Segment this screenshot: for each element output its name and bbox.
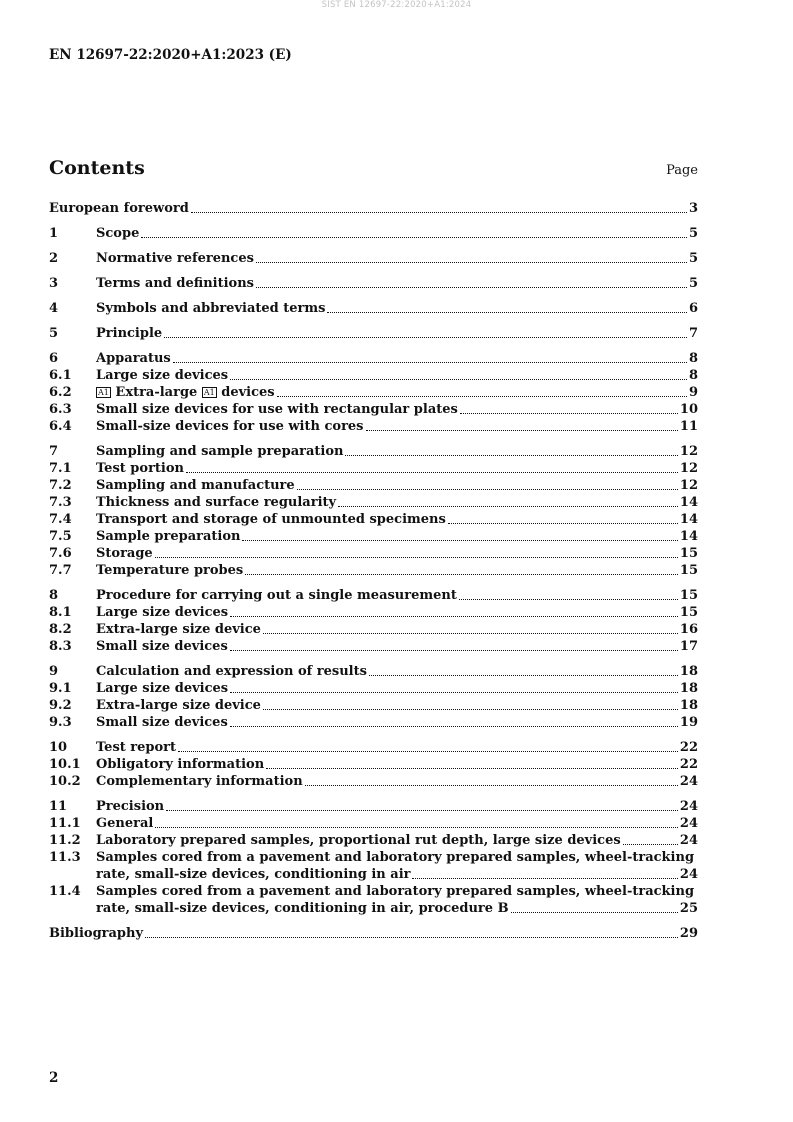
toc-entry[interactable] [49,545,698,562]
toc-entry-page: 24 [679,816,698,831]
toc-entry[interactable] [49,680,698,697]
toc-entry-title: Bibliography [49,926,144,941]
toc-entry-page: 8 [688,351,698,366]
page-column-label: Page [666,163,698,178]
toc-entry-title [96,384,275,401]
toc-entry[interactable] [49,883,698,917]
toc-entry-page: 15 [679,546,698,561]
leader-dots [230,649,678,651]
toc-entry-title: General [96,816,154,831]
toc-entry-title: Temperature probes [96,563,244,578]
toc-entry-title: Sampling and sample preparation [96,444,344,459]
toc-entry-page: 24 [679,799,698,814]
toc-entry[interactable] [49,200,698,217]
leader-dots [145,936,678,938]
toc-entry-number: 6.1 [49,368,72,383]
leader-dots [412,877,677,879]
toc-entry-title-continued: rate, small-size devices, conditioning in air, procedure B [96,901,509,916]
toc-entry-title: Apparatus [96,351,171,366]
toc-entry[interactable] [49,739,698,756]
leader-dots [173,361,687,363]
toc-entry-title: Small size devices [96,639,228,654]
toc-entry[interactable] [49,849,698,883]
toc-entry-title-text: Extra-large [115,385,198,400]
toc-entry-title: Samples cored from a pavement and laboratory prepared samples, wheel-tracking [96,884,695,899]
toc-entry-title: Small-size devices for use with cores [96,419,364,434]
toc-entry-page: 14 [679,529,698,544]
toc-entry-title: Sample preparation [96,529,241,544]
toc-entry[interactable] [49,275,698,292]
page-number: 2 [49,1070,59,1086]
toc-entry[interactable] [49,225,698,242]
toc-entry[interactable] [49,587,698,604]
contents-title: Contents [49,157,145,179]
leader-dots [448,522,678,524]
toc-entry[interactable] [49,443,698,460]
toc-entry-page: 24 [679,774,698,789]
watermark: SIST EN 12697-22:2020+A1:2024 [321,0,472,10]
toc-entry-number: 8 [49,588,59,603]
toc-entry-number: 11.3 [49,850,81,865]
toc-entry[interactable] [49,511,698,528]
leader-dots [256,261,687,263]
toc-entry-title: Samples cored from a pavement and laboratory prepared samples, wheel-tracking [96,850,695,865]
leader-dots [164,336,687,338]
toc-entry-title: Obligatory information [96,757,265,772]
toc-entry[interactable] [49,418,698,435]
toc-entry-number: 5 [49,326,59,341]
toc-entry-number: 7.7 [49,563,72,578]
leader-dots [297,488,678,490]
toc-entry[interactable] [49,714,698,731]
toc-entry[interactable] [49,477,698,494]
toc-entry-page: 5 [688,276,698,291]
document-id: EN 12697-22:2020+A1:2023 (E) [49,47,292,63]
toc-entry-number: 11 [49,799,68,814]
toc-entry-page: 16 [679,622,698,637]
toc-entry-page: 9 [688,385,698,400]
toc-entry-number: 6.2 [49,385,72,400]
amendment-start-marker: A1 [98,388,109,397]
toc-entry-page: 15 [679,563,698,578]
toc-entry[interactable] [49,697,698,714]
leader-dots [623,843,678,845]
toc-entry-page: 22 [679,757,698,772]
toc-entry[interactable] [49,832,698,849]
toc-entry-number: 3 [49,276,59,291]
toc-entry-page: 8 [688,368,698,383]
leader-dots [141,236,687,238]
toc-entry[interactable] [49,325,698,342]
toc-entry-number: 9.1 [49,681,72,696]
toc-entry-title: Storage [96,546,153,561]
toc-entry-title: Large size devices [96,605,229,620]
toc-entry-page: 18 [679,698,698,713]
toc-entry-page: 12 [679,444,698,459]
toc-entry[interactable] [49,460,698,477]
leader-dots [230,615,678,617]
toc-entry-page: 24 [679,833,698,848]
toc-entry[interactable] [49,621,698,638]
toc-entry-page: 25 [679,901,698,916]
leader-dots [327,311,686,313]
toc-entry[interactable] [49,384,698,401]
leader-dots [266,767,678,769]
toc-entry-number: 4 [49,301,59,316]
toc-entry-number: 11.4 [49,884,81,899]
leader-dots [459,598,678,600]
toc-entry-page: 19 [679,715,698,730]
toc-entry[interactable] [49,250,698,267]
toc-entry-title: Large size devices [96,681,229,696]
toc-entry-title: Test report [96,740,177,755]
leader-dots [263,632,678,634]
toc-entry-page: 11 [679,419,698,434]
toc-entry-page: 14 [679,512,698,527]
leader-dots [191,211,687,213]
toc-entry-number: 8.2 [49,622,72,637]
toc-entry-number: 7.4 [49,512,72,527]
leader-dots [366,429,678,431]
toc-entry[interactable] [49,756,698,773]
leader-dots [230,691,678,693]
toc-entry-page: 12 [679,478,698,493]
toc-entry-title: Terms and definitions [96,276,254,291]
toc-entry-page: 10 [679,402,698,417]
toc-entry-title: Small size devices [96,715,228,730]
toc-entry-number: 1 [49,226,59,241]
toc-entry-number: 6.3 [49,402,72,417]
toc-entry-number: 10.1 [49,757,81,772]
toc-entry-page: 15 [679,588,698,603]
leader-dots [460,412,678,414]
toc-entry-title: Principle [96,326,163,341]
toc-entry[interactable] [49,494,698,511]
toc-entry-page: 3 [688,201,698,216]
toc-entry-page: 5 [688,251,698,266]
toc-entry-title: Extra-large size device [96,698,261,713]
toc-entry[interactable] [49,638,698,655]
toc-entry-number: 6.4 [49,419,72,434]
toc-entry[interactable] [49,798,698,815]
leader-dots [338,505,678,507]
toc-entry-title: Thickness and surface regularity [96,495,337,510]
toc-entry-title: Sampling and manufacture [96,478,295,493]
toc-entry[interactable] [49,401,698,418]
toc-entry-number: 7.2 [49,478,72,493]
toc-entry-page: 5 [688,226,698,241]
toc-entry-title: Precision [96,799,165,814]
toc-entry-title: European foreword [49,201,189,216]
toc-entry-number: 8.3 [49,639,72,654]
toc-entry-title: Procedure for carrying out a single measurement [96,588,457,603]
toc-entry-page: 22 [679,740,698,755]
toc-entry-number: 7.3 [49,495,72,510]
toc-entry[interactable] [49,815,698,832]
toc-entry-number: 11.2 [49,833,81,848]
toc-entry-title-text-after: devices [221,385,275,400]
amendment-end-marker: A1 [203,388,215,397]
toc-entry-number: 7.5 [49,529,72,544]
toc-entry[interactable] [49,663,698,680]
toc-entry-title: Normative references [96,251,254,266]
toc-entry[interactable] [49,604,698,621]
toc-entry-number: 2 [49,251,59,266]
toc-entry-page: 18 [679,664,698,679]
toc-entry-title: Symbols and abbreviated terms [96,301,326,316]
toc-entry-title: Calculation and expression of results [96,664,367,679]
leader-dots [178,750,678,752]
toc-entry-number: 11.1 [49,816,81,831]
toc-entry-title-continued: rate, small-size devices, conditioning in air [96,867,411,882]
table-of-contents [49,200,698,942]
leader-dots [369,674,678,676]
toc-entry-number: 6 [49,351,59,366]
toc-entry-number: 9.3 [49,715,72,730]
toc-entry-number: 9 [49,664,59,679]
toc-entry-page: 15 [679,605,698,620]
toc-entry[interactable] [49,925,698,942]
leader-dots [230,378,687,380]
toc-entry-title: Transport and storage of unmounted specimens [96,512,446,527]
toc-entry-page: 24 [679,867,698,882]
toc-entry[interactable] [49,300,698,317]
toc-entry-title: Small size devices for use with rectangular plates [96,402,458,417]
toc-entry[interactable] [49,773,698,790]
leader-dots [155,556,678,558]
toc-entry-page: 29 [679,926,698,941]
toc-entry-number: 7.1 [49,461,72,476]
leader-dots [242,539,677,541]
toc-entry-title: Scope [96,226,140,241]
leader-dots [277,395,687,397]
leader-dots [155,826,678,828]
toc-entry-number: 7 [49,444,59,459]
toc-entry[interactable] [49,350,698,367]
toc-entry-title: Laboratory prepared samples, proportional rut depth, large size devices [96,833,621,848]
leader-dots [245,573,678,575]
toc-entry-number: 9.2 [49,698,72,713]
toc-entry[interactable] [49,562,698,579]
leader-dots [511,911,678,913]
leader-dots [166,809,678,811]
toc-entry-number: 10.2 [49,774,81,789]
toc-entry-title: Large size devices [96,368,229,383]
leader-dots [345,454,677,456]
toc-entry[interactable] [49,367,698,384]
leader-dots [256,286,687,288]
toc-entry-title: Complementary information [96,774,303,789]
toc-entry-page: 18 [679,681,698,696]
toc-entry-number: 10 [49,740,68,755]
toc-entry-title: Extra-large size device [96,622,261,637]
leader-dots [186,471,678,473]
leader-dots [263,708,678,710]
toc-entry-page: 17 [679,639,698,654]
toc-entry-number: 7.6 [49,546,72,561]
toc-entry-page: 12 [679,461,698,476]
toc-entry-number: 8.1 [49,605,72,620]
toc-entry-page: 6 [688,301,698,316]
toc-entry-page: 14 [679,495,698,510]
toc-entry[interactable] [49,528,698,545]
toc-entry-title: Test portion [96,461,184,476]
toc-entry-page: 7 [688,326,698,341]
leader-dots [305,784,678,786]
leader-dots [230,725,678,727]
